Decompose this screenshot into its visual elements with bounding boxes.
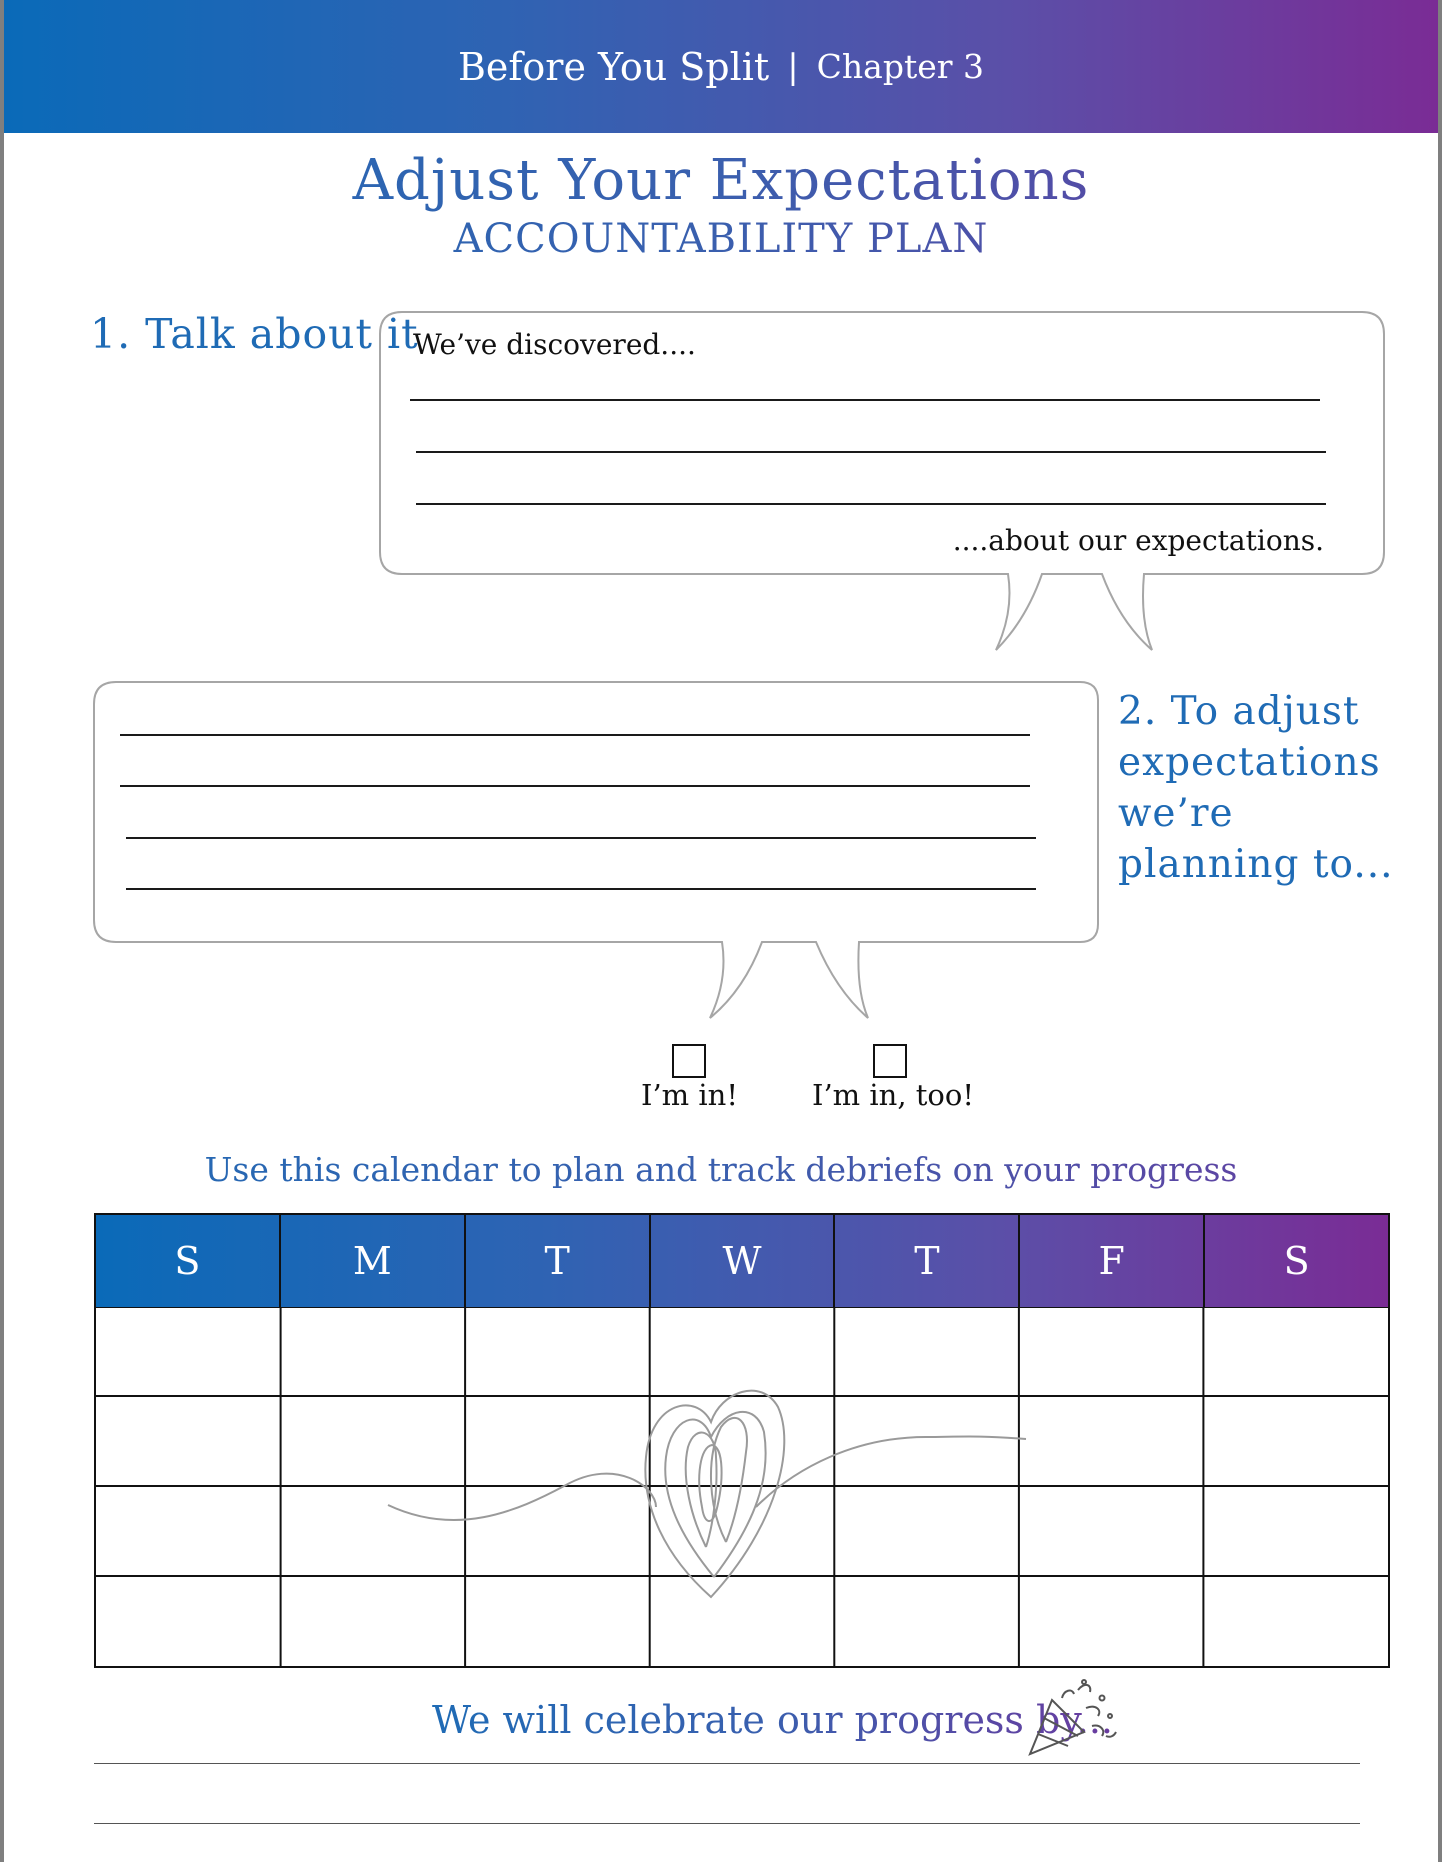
im-in-too-label: I’m in, too!	[812, 1078, 975, 1112]
step-2-label: 2. To adjust expectations we’re planning to...	[1118, 689, 1394, 887]
chapter-label: Chapter 3	[816, 47, 985, 86]
day-header-tuesday: T	[466, 1215, 651, 1307]
writing-line[interactable]	[120, 785, 1030, 787]
day-header-monday: M	[281, 1215, 466, 1307]
day-header-sunday: S	[96, 1215, 281, 1307]
header-separator: |	[787, 46, 799, 87]
day-header-saturday: S	[1283, 1239, 1310, 1283]
speech-bubble-1	[380, 312, 1384, 650]
speech-bubble-2	[94, 682, 1098, 1018]
page-title: Adjust Your Expectations	[4, 148, 1438, 213]
progress-calendar	[94, 1213, 1390, 1668]
step-1-label: 1. Talk about it	[90, 310, 419, 358]
day-header-thursday: T	[835, 1215, 1020, 1307]
book-title: Before You Split	[457, 44, 770, 89]
celebrate-prompt: We will celebrate our progress by...	[432, 1698, 1113, 1742]
worksheet-page	[4, 0, 1438, 1862]
day-header-friday: F	[1020, 1215, 1205, 1307]
celebration-writing-line[interactable]	[94, 1763, 1360, 1764]
party-popper-icon	[1026, 1678, 1126, 1758]
heart-scribble-icon	[388, 1391, 1026, 1597]
celebration-writing-line[interactable]	[94, 1823, 1360, 1824]
calendar-grid[interactable]	[96, 1307, 1388, 1666]
discovered-lead-text: We’ve discovered....	[413, 328, 696, 361]
im-in-checkbox[interactable]	[672, 1044, 706, 1078]
writing-line[interactable]	[120, 734, 1030, 736]
writing-line[interactable]	[126, 888, 1036, 890]
writing-line[interactable]	[416, 451, 1326, 453]
writing-line[interactable]	[126, 837, 1036, 839]
expectations-tail-text: ....about our expectations.	[952, 524, 1324, 557]
calendar-header-row	[96, 1215, 1388, 1307]
page-subtitle: ACCOUNTABILITY PLAN	[4, 216, 1438, 262]
writing-line[interactable]	[416, 503, 1326, 505]
writing-line[interactable]	[410, 399, 1320, 401]
calendar-caption: Use this calendar to plan and track debriefs on your progress	[4, 1150, 1438, 1189]
im-in-label: I’m in!	[641, 1078, 738, 1112]
day-header-wednesday: W	[651, 1215, 836, 1307]
im-in-too-checkbox[interactable]	[873, 1044, 907, 1078]
